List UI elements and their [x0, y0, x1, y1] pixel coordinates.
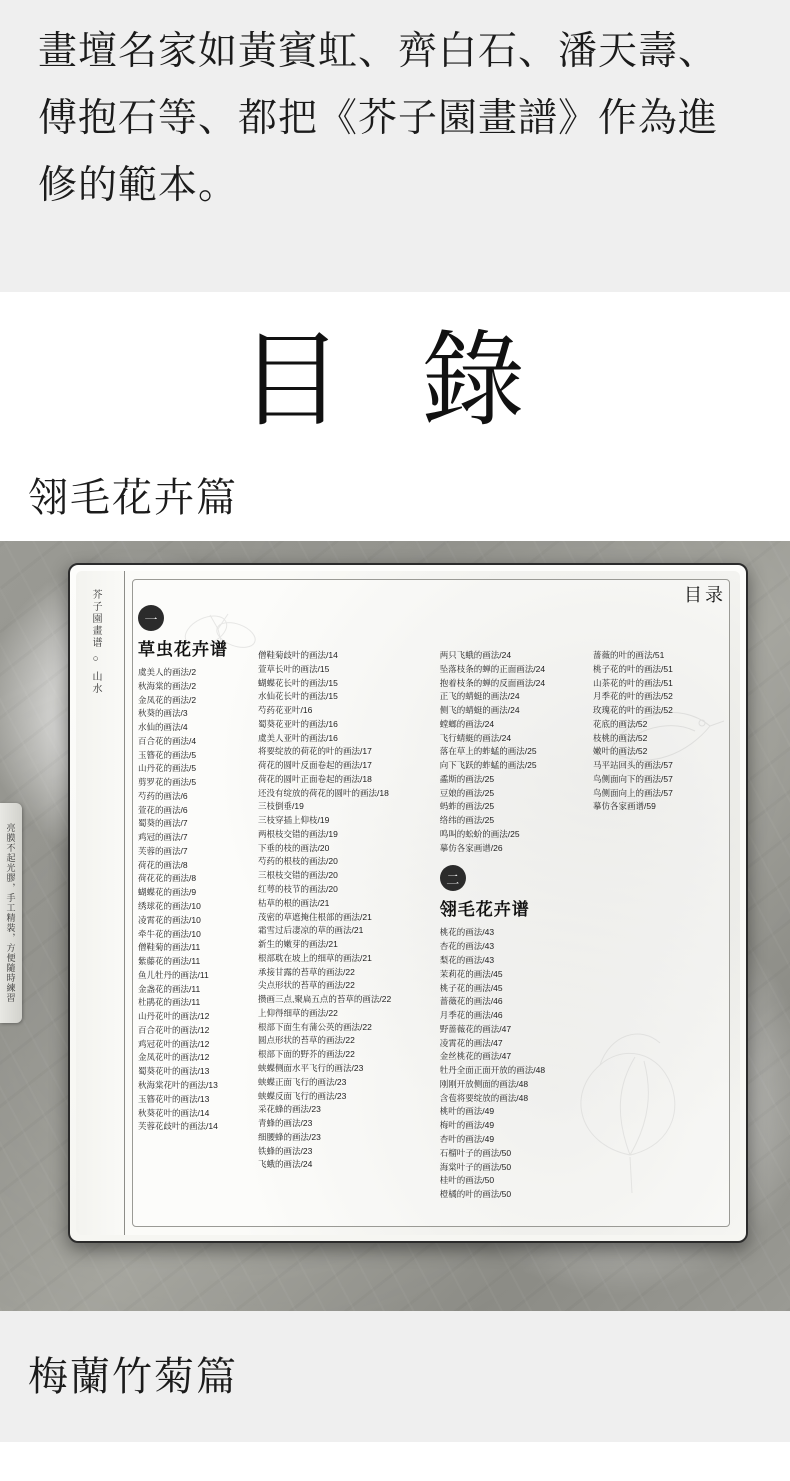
list-item: 杜鹃花的画法/11 — [138, 997, 201, 1008]
list-item: 水仙花长叶的画法/15 — [258, 691, 338, 702]
list-item: 秋海棠的画法/2 — [138, 680, 197, 691]
list-item: 茂密的草遮掩住根部的画法/21 — [258, 911, 372, 922]
toc-column-1 — [138, 605, 252, 1227]
list-item: 牡丹全面正面开放的画法/48 — [439, 1065, 546, 1076]
list-item: 鸟侧面向上的画法/57 — [593, 787, 673, 798]
intro-block — [0, 0, 790, 292]
list-item: 杏叶的画法/49 — [439, 1133, 495, 1144]
list-item: 根部下面的野芥的画法/22 — [258, 1049, 355, 1060]
list-item: 摹仿各家画谱/59 — [593, 801, 656, 812]
list-item: 嫩叶的画法/52 — [593, 746, 648, 757]
list-item: 荷花的圆叶正面卷起的画法/18 — [258, 773, 372, 784]
list-item: 攒画三点,聚扁五点的苔草的画法/22 — [258, 994, 392, 1005]
list-item: 绣球花的画法/10 — [138, 901, 201, 912]
list-item: 牵牛花的画法/10 — [138, 928, 201, 939]
book-page — [68, 563, 748, 1243]
toc-column-2 — [258, 605, 434, 1227]
list-item: 飞行蜻蜓的画法/24 — [439, 732, 512, 743]
list-item: 荷花的圆叶反面卷起的画法/17 — [258, 760, 372, 771]
list-item: 萱花的画法/6 — [138, 804, 188, 815]
list-item: 水仙的画法/4 — [138, 722, 188, 733]
list-item: 含苞将要绽放的画法/48 — [439, 1092, 529, 1103]
toc-columns — [138, 605, 726, 1227]
list-item: 百合花叶的画法/12 — [138, 1024, 210, 1035]
side-tab-label — [0, 803, 22, 1023]
list-item: 桃叶的画法/49 — [439, 1106, 495, 1117]
list-item: 鸣叫的蚣蚧的画法/25 — [439, 828, 520, 839]
list-item: 上仰得细草的画法/22 — [258, 1007, 338, 1018]
list-item: 桃花的画法/43 — [439, 927, 495, 938]
list-item: 将要绽放的荷花的叶的画法/17 — [258, 746, 372, 757]
list-item: 下垂的枝的画法/20 — [258, 842, 330, 853]
list-item: 摹仿各家画谱/26 — [439, 842, 503, 853]
list-item: 蔷薇的叶的画法/51 — [593, 650, 665, 660]
toc-entry-list-1 — [138, 666, 252, 1134]
list-item: 蝴蝶花的画法/9 — [138, 887, 197, 898]
list-item: 金凤花叶的画法/12 — [138, 1052, 210, 1063]
list-item: 落在草上的蚱蜢的画法/25 — [439, 746, 537, 757]
list-item: 向下飞跃的蚱蜢的画法/25 — [439, 760, 537, 771]
list-item: 蜀葵花叶的画法/13 — [138, 1066, 210, 1077]
list-item: 枝桃的画法/52 — [593, 732, 648, 743]
list-item: 芙蓉的画法/7 — [138, 845, 188, 856]
list-item: 蜀葵花亚叶的画法/16 — [258, 718, 338, 729]
list-item: 坠落枝条的蝉的正面画法/24 — [439, 663, 546, 674]
list-item: 山丹花的画法/5 — [138, 763, 197, 774]
list-item: 月季花的叶的画法/52 — [593, 691, 673, 702]
list-item: 玉簪花叶的画法/13 — [138, 1093, 210, 1104]
list-item: 蜀葵的画法/7 — [138, 818, 188, 829]
list-item: 剪罗花的画法/5 — [138, 777, 197, 788]
list-item: 新生的嫩芽的画法/21 — [258, 939, 338, 950]
list-item: 野蔷薇花的画法/47 — [439, 1023, 512, 1034]
list-item: 桂叶的画法/50 — [439, 1175, 495, 1186]
list-item: 细腰蜂的画法/23 — [258, 1131, 321, 1142]
spine-text: 芥子園畫谱 ○ 山水 — [90, 589, 101, 695]
chapter-title-2: 翎毛花卉谱 — [439, 900, 530, 920]
scan-page-header: 目录 — [684, 585, 726, 605]
list-item: 山丹花叶的画法/12 — [138, 1011, 210, 1022]
list-item: 采花蜂的画法/23 — [258, 1104, 321, 1115]
intro-paragraph: 畫壇名家如黃賓虹、齊白石、潘天壽、傅抱石等、都把《芥子園畫譜》作為進修的範本。 — [38, 30, 719, 208]
list-item: 秋葵的画法/3 — [138, 708, 188, 719]
book-scan-image — [0, 541, 790, 1311]
list-item: 两根枝交错的画法/19 — [258, 828, 338, 839]
list-item: 鸟侧面向下的画法/57 — [593, 773, 673, 784]
list-item: 虞美人亚叶的画法/16 — [258, 732, 338, 743]
list-item: 橙橘的叶的画法/50 — [439, 1189, 512, 1200]
list-item: 玉簪花的画法/5 — [138, 749, 197, 760]
list-item: 尖点形状的苔草的画法/22 — [258, 980, 355, 991]
toc-title-wrap — [0, 292, 790, 460]
list-item: 承接甘露的苔草的画法/22 — [258, 966, 355, 977]
list-item: 根部下面生有蒲公英的画法/22 — [258, 1021, 372, 1032]
toc-column-4 — [593, 605, 726, 1227]
list-item: 芙蓉花歧叶的画法/14 — [138, 1121, 218, 1132]
list-item: 桃子花的画法/45 — [439, 982, 503, 993]
list-item: 蝴蝶花长叶的画法/15 — [258, 677, 338, 688]
book-page-inner — [76, 571, 740, 1235]
list-item: 梨花的画法/43 — [439, 955, 495, 966]
list-item: 鱼儿牡丹的画法/11 — [138, 969, 209, 980]
list-item: 蔷薇花的画法/46 — [439, 996, 503, 1007]
column-3-spacer — [440, 605, 587, 649]
list-item: 芍药的画法/6 — [138, 790, 188, 801]
list-item: 侧飞的蜻蜓的画法/24 — [439, 705, 520, 716]
list-item: 海棠叶子的画法/50 — [439, 1161, 512, 1172]
list-item: 梅叶的画法/49 — [439, 1120, 495, 1131]
section-heading-top: 翎毛花卉篇 — [0, 460, 790, 541]
list-item: 蛱蝶正面飞行的画法/23 — [258, 1076, 347, 1087]
list-item: 山茶花的叶的画法/51 — [593, 677, 673, 688]
list-item: 凌霄花的画法/10 — [138, 914, 201, 925]
section-heading-bottom: 梅蘭竹菊篇 — [0, 1311, 790, 1442]
list-item: 正飞的蜻蜓的画法/24 — [439, 691, 520, 702]
list-item: 玫瑰花的叶的画法/52 — [593, 705, 673, 716]
list-item: 蛱蝶反面飞行的画法/23 — [258, 1090, 347, 1101]
list-item: 还没有绽放的荷花的圆叶的画法/18 — [258, 787, 389, 798]
list-item: 螳螂的画法/24 — [439, 718, 495, 729]
list-item: 石榴叶子的画法/50 — [439, 1147, 512, 1158]
list-item: 萱草长叶的画法/15 — [258, 663, 330, 674]
list-item: 红萼的枝节的画法/20 — [258, 884, 338, 895]
list-item: 芍药花亚叶/16 — [258, 705, 313, 716]
list-item: 两只飞蛾的画法/24 — [439, 650, 512, 660]
list-item: 茉莉花的画法/45 — [439, 968, 503, 979]
list-item: 秋葵花叶的画法/14 — [138, 1107, 210, 1118]
list-item: 荷花的画法/8 — [138, 859, 188, 870]
book-spine — [76, 571, 125, 1235]
column-2-spacer — [258, 605, 434, 649]
list-item: 紫藤花的画法/11 — [138, 956, 201, 967]
list-item: 络纬的画法/25 — [439, 815, 495, 826]
column-4-spacer — [593, 605, 726, 649]
list-item: 荷花花的画法/8 — [138, 873, 197, 884]
list-item: 三根枝交错的画法/20 — [258, 870, 338, 881]
list-item: 金丝桃花的画法/47 — [439, 1051, 512, 1062]
list-item: 刚刚开放侧面的画法/48 — [439, 1078, 529, 1089]
list-item: 桃子花的叶的画法/51 — [593, 663, 673, 674]
toc-entry-list-3b — [440, 926, 587, 1201]
list-item: 鸡冠花叶的画法/12 — [138, 1038, 210, 1049]
page-title: 目 錄 — [238, 324, 551, 439]
list-item: 马平站回头的画法/57 — [593, 760, 673, 771]
list-item: 霜雪过后凄凉的草的画法/21 — [258, 925, 364, 936]
toc-entry-list-3a — [440, 649, 587, 855]
list-item: 僧鞋菊的画法/11 — [138, 942, 201, 953]
list-item: 凌霄花的画法/47 — [439, 1037, 503, 1048]
list-item: 蚂蚱的画法/25 — [439, 801, 495, 812]
list-item: 飞蛾的画法/24 — [258, 1159, 313, 1170]
list-item: 圆点形状的苔草的画法/22 — [258, 1035, 355, 1046]
list-item: 根部耽在坡上的细草的画法/21 — [258, 952, 372, 963]
list-item: 虞美人的画法/2 — [138, 667, 197, 677]
list-item: 蛱蝶侧面水平飞行的画法/23 — [258, 1062, 364, 1073]
chapter-title-1: 草虫花卉谱 — [138, 640, 228, 659]
list-item: 僧鞋菊歧叶的画法/14 — [258, 650, 338, 660]
list-item: 秋海棠花叶的画法/13 — [138, 1079, 218, 1090]
list-item: 金盏花的画法/11 — [138, 983, 201, 994]
list-item: 三枝穿插上仰枝/19 — [258, 815, 330, 826]
list-item: 花底的画法/52 — [593, 718, 648, 729]
toc-entry-list-4 — [593, 649, 726, 814]
list-item: 青蜂的画法/23 — [258, 1118, 313, 1129]
toc-entry-list-2 — [258, 649, 434, 1172]
list-item: 蟊斯的画法/25 — [439, 773, 495, 784]
list-item: 金凤花的画法/2 — [138, 694, 197, 705]
list-item: 铁蜂的画法/23 — [258, 1145, 313, 1156]
list-item: 豆娘的画法/25 — [439, 787, 495, 798]
list-item: 三枝倒垂/19 — [258, 801, 304, 812]
chapter-badge-1: 一 — [138, 605, 164, 631]
list-item: 抱着枝条的蝉的反面画法/24 — [439, 677, 546, 688]
column-3-mid-spacer — [440, 855, 587, 865]
list-item: 芍药的根枝的画法/20 — [258, 856, 338, 867]
list-item: 枯草的根的画法/21 — [258, 897, 330, 908]
chapter-badge-2: 二 — [440, 865, 466, 891]
list-item: 杏花的画法/43 — [439, 941, 495, 952]
list-item: 月季花的画法/46 — [439, 1010, 503, 1021]
side-tab-text: 亮膜不起光膠，手工精裝，方便隨時練習 — [5, 823, 16, 1003]
list-item: 百合花的画法/4 — [138, 735, 197, 746]
list-item: 鸡冠的画法/7 — [138, 832, 188, 843]
toc-column-3 — [440, 605, 587, 1227]
